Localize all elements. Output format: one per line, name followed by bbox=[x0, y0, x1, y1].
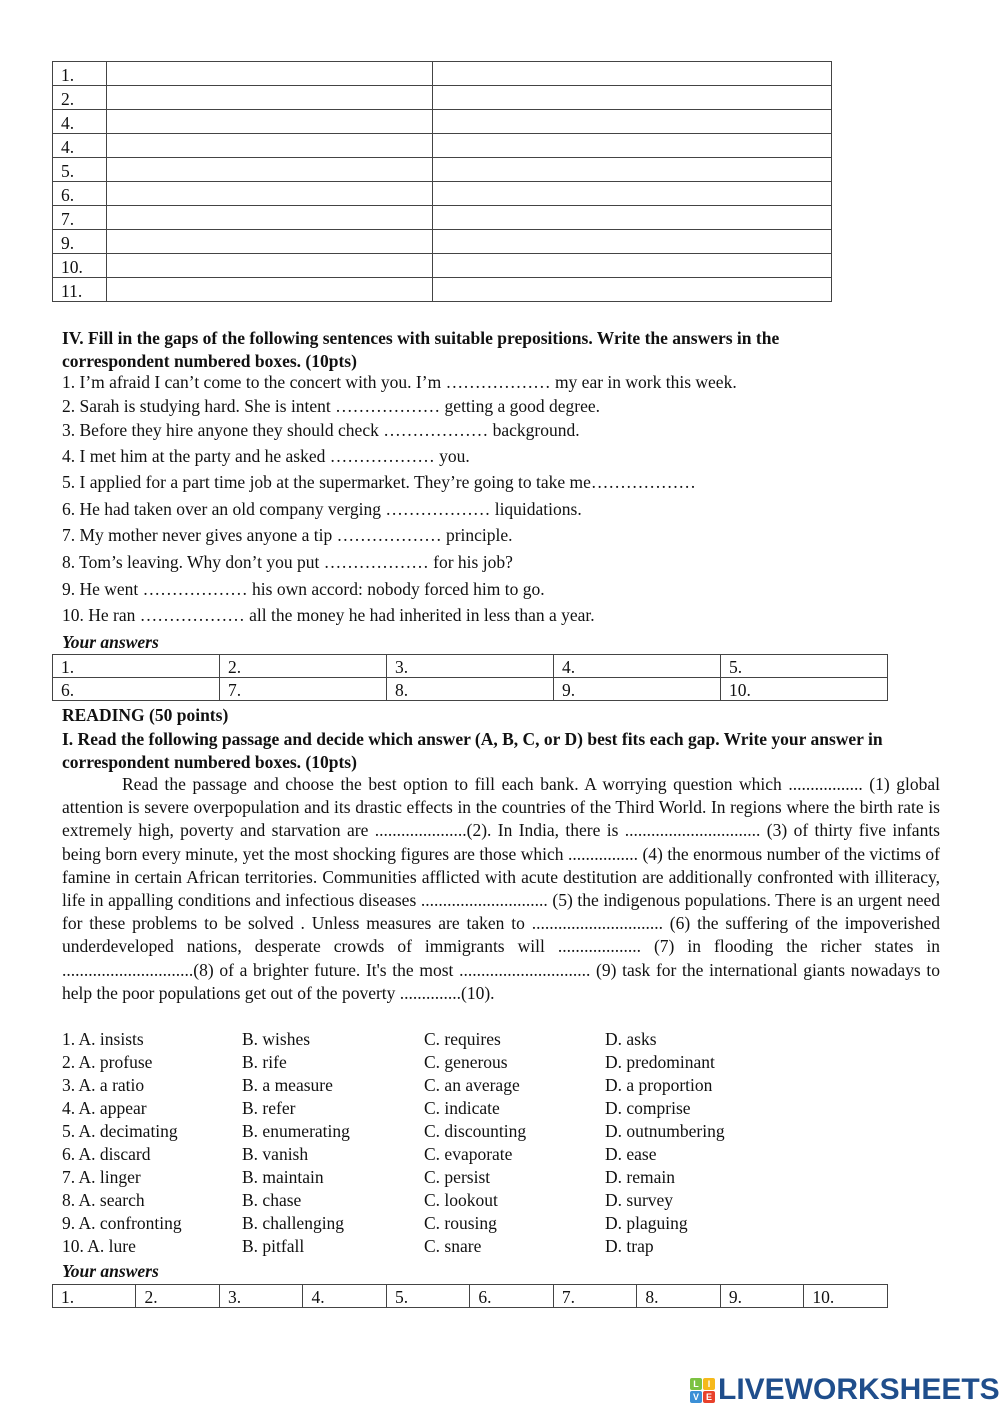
sentence-2: 2. Sarah is studying hard. She is intent ……………… getting a good degree. bbox=[62, 396, 601, 416]
answer-cell[interactable] bbox=[107, 158, 433, 182]
answer-box[interactable]: 6. bbox=[53, 678, 220, 701]
sentence-9: 9. He went ……………… his own accord: nobody forced him to go. bbox=[62, 579, 545, 599]
answer-box[interactable]: 7. bbox=[553, 1285, 636, 1308]
option-d: D. trap bbox=[605, 1236, 654, 1256]
option-b: B. vanish bbox=[242, 1144, 309, 1164]
table-row bbox=[53, 182, 832, 206]
option-d: D. remain bbox=[605, 1167, 675, 1187]
answer-box[interactable]: 1. bbox=[53, 655, 220, 678]
answer-box[interactable]: 1. bbox=[53, 1285, 136, 1308]
option-c: C. evaporate bbox=[424, 1144, 513, 1164]
answer-cell[interactable] bbox=[433, 206, 832, 230]
logo-block-v: V bbox=[690, 1391, 702, 1403]
answer-box[interactable]: 9. bbox=[554, 678, 721, 701]
answer-box[interactable]: 4. bbox=[303, 1285, 386, 1308]
answer-box[interactable]: 10. bbox=[721, 678, 888, 701]
row-number: 10. bbox=[53, 254, 107, 278]
answer-cell[interactable] bbox=[107, 182, 433, 206]
sentence-3: 3. Before they hire anyone they should check ……………… background. bbox=[62, 420, 580, 440]
option-c: C. requires bbox=[424, 1029, 501, 1049]
reading-passage: Read the passage and choose the best option to fill each bank. A worrying question which ................. (1) global attention is severe overpopulation and its drastic effects in the countries of the Third World. In regions where the birth rate is extremely high, poverty and starvation are .....................(2). In India, there is ............................... (3) of thirty five infants being born every minute, yet the most shocking figures are those which ................ (4) the enormous number of the victims of famine in certain African territories. Communities afflicted with acute destitution are additionally confronted with illiteracy, life in appalling conditions and infectious diseases ............................. (5) the indigenous populations. There is an urgent need for these problems to be solved . Unless measures are taken to .............................. (6) the suffering of the impoverished underdeveloped nations, desperate crowds of immigrants will ................... (7) in flooding the richer states in ..............................(8) of a brighter future. It's the most .............................. (9) task for the international giants nowadays to help the poor populations get out of the poverty ..............(10). bbox=[62, 774, 940, 1003]
table-row bbox=[53, 62, 832, 86]
row-number: 7. bbox=[53, 206, 107, 230]
row-number: 6. bbox=[53, 182, 107, 206]
table-row bbox=[53, 655, 888, 678]
answer-cell[interactable] bbox=[433, 158, 832, 182]
answer-box[interactable]: 8. bbox=[637, 1285, 720, 1308]
option-a: 5. A. decimating bbox=[62, 1121, 178, 1141]
section-4-answer-table bbox=[52, 654, 888, 701]
section-4-heading bbox=[62, 327, 942, 373]
table-row bbox=[53, 206, 832, 230]
option-b: B. wishes bbox=[242, 1029, 311, 1049]
sentence-6: 6. He had taken over an old company verging ……………… liquidations. bbox=[62, 499, 582, 519]
option-row-7 bbox=[62, 1167, 762, 1190]
answer-box[interactable]: 8. bbox=[387, 678, 554, 701]
reading-answer-table bbox=[52, 1284, 888, 1308]
answer-cell[interactable] bbox=[433, 110, 832, 134]
table-row bbox=[53, 678, 888, 701]
answer-cell[interactable] bbox=[107, 62, 433, 86]
option-d: D. survey bbox=[605, 1190, 674, 1210]
answer-table-previous-section bbox=[52, 61, 832, 302]
table-row bbox=[53, 278, 832, 302]
answer-cell[interactable] bbox=[433, 62, 832, 86]
answer-cell[interactable] bbox=[107, 110, 433, 134]
option-b: B. a measure bbox=[242, 1075, 333, 1095]
option-a: 8. A. search bbox=[62, 1190, 145, 1210]
answer-cell[interactable] bbox=[107, 254, 433, 278]
option-row-5 bbox=[62, 1121, 762, 1144]
table-row bbox=[53, 254, 832, 278]
option-c: C. an average bbox=[424, 1075, 520, 1095]
option-c: C. discounting bbox=[424, 1121, 527, 1141]
option-d: D. asks bbox=[605, 1029, 657, 1049]
option-a: 3. A. a ratio bbox=[62, 1075, 145, 1095]
option-b: B. maintain bbox=[242, 1167, 324, 1187]
row-number: 1. bbox=[53, 62, 107, 86]
sentence-10: 10. He ran ……………… all the money he had inherited in less than a year. bbox=[62, 605, 595, 625]
option-a: 9. A. confronting bbox=[62, 1213, 182, 1233]
option-a: 1. A. insists bbox=[62, 1029, 144, 1049]
option-a: 10. A. lure bbox=[62, 1236, 136, 1256]
answer-cell[interactable] bbox=[433, 278, 832, 302]
section-4-heading-line2: correspondent numbered boxes. (10pts) bbox=[62, 351, 357, 371]
table-row bbox=[53, 86, 832, 110]
option-d: D. a proportion bbox=[605, 1075, 713, 1095]
answer-cell[interactable] bbox=[107, 206, 433, 230]
answer-cell[interactable] bbox=[107, 86, 433, 110]
answer-box[interactable]: 5. bbox=[386, 1285, 469, 1308]
answer-cell[interactable] bbox=[433, 134, 832, 158]
option-b: B. pitfall bbox=[242, 1236, 305, 1256]
answer-cell[interactable] bbox=[433, 254, 832, 278]
table-row bbox=[53, 1285, 888, 1308]
option-a: 2. A. profuse bbox=[62, 1052, 153, 1072]
option-a: 6. A. discard bbox=[62, 1144, 151, 1164]
table-row bbox=[53, 134, 832, 158]
table-row bbox=[53, 110, 832, 134]
option-d: D. comprise bbox=[605, 1098, 691, 1118]
row-number: 4. bbox=[53, 110, 107, 134]
sentence-1: 1. I’m afraid I can’t come to the concert with you. I’m ……………… my ear in work this week. bbox=[62, 372, 737, 392]
logo-block-i: I bbox=[703, 1378, 715, 1390]
row-number: 2. bbox=[53, 86, 107, 110]
option-row-9 bbox=[62, 1213, 762, 1236]
row-number: 4. bbox=[53, 134, 107, 158]
option-c: C. snare bbox=[424, 1236, 482, 1256]
answer-box[interactable]: 2. bbox=[220, 655, 387, 678]
answer-cell[interactable] bbox=[433, 86, 832, 110]
your-answers-label: Your answers bbox=[62, 1261, 159, 1281]
option-row-1 bbox=[62, 1029, 762, 1052]
option-c: C. lookout bbox=[424, 1190, 498, 1210]
answer-box[interactable]: 7. bbox=[220, 678, 387, 701]
liveworksheets-logo bbox=[690, 1373, 1000, 1406]
answer-box[interactable]: 4. bbox=[554, 655, 721, 678]
option-b: B. chase bbox=[242, 1190, 302, 1210]
option-b: B. rife bbox=[242, 1052, 287, 1072]
option-row-10 bbox=[62, 1236, 762, 1259]
live-blocks-icon bbox=[690, 1378, 715, 1403]
option-a: 7. A. linger bbox=[62, 1167, 141, 1187]
option-b: B. enumerating bbox=[242, 1121, 350, 1141]
option-row-8 bbox=[62, 1190, 762, 1213]
answer-box[interactable]: 5. bbox=[721, 655, 888, 678]
sentence-5: 5. I applied for a part time job at the supermarket. They’re going to take me……………… bbox=[62, 472, 696, 492]
row-number: 9. bbox=[53, 230, 107, 254]
answer-box[interactable]: 10. bbox=[804, 1285, 888, 1308]
logo-block-l: L bbox=[690, 1378, 702, 1390]
option-row-4 bbox=[62, 1098, 762, 1121]
option-d: D. plaguing bbox=[605, 1213, 688, 1233]
table-row bbox=[53, 230, 832, 254]
answer-box[interactable]: 9. bbox=[720, 1285, 803, 1308]
table-row bbox=[53, 158, 832, 182]
option-row-3 bbox=[62, 1075, 762, 1098]
your-answers-label: Your answers bbox=[62, 632, 159, 652]
reading-instructions: I. Read the following passage and decide which answer (A, B, C, or D) best fits each gap. Write your answer in correspondent numbered boxes. (10pts) bbox=[62, 729, 883, 772]
option-a: 4. A. appear bbox=[62, 1098, 147, 1118]
option-c: C. rousing bbox=[424, 1213, 497, 1233]
logo-text: LIVEWORKSHEETS bbox=[718, 1373, 1000, 1406]
reading-heading: READING (50 points) bbox=[62, 705, 229, 725]
answer-cell[interactable] bbox=[107, 134, 433, 158]
answer-box[interactable]: 2. bbox=[136, 1285, 219, 1308]
option-c: C. persist bbox=[424, 1167, 491, 1187]
option-c: C. indicate bbox=[424, 1098, 500, 1118]
option-b: B. challenging bbox=[242, 1213, 345, 1233]
option-d: D. ease bbox=[605, 1144, 657, 1164]
option-d: D. predominant bbox=[605, 1052, 715, 1072]
answer-box[interactable]: 3. bbox=[219, 1285, 302, 1308]
sentence-8: 8. Tom’s leaving. Why don’t you put ……………… for his job? bbox=[62, 552, 513, 572]
row-number: 5. bbox=[53, 158, 107, 182]
answer-cell[interactable] bbox=[433, 230, 832, 254]
answer-cell[interactable] bbox=[107, 230, 433, 254]
logo-block-e: E bbox=[703, 1391, 715, 1403]
option-b: B. refer bbox=[242, 1098, 296, 1118]
option-row-2 bbox=[62, 1052, 762, 1075]
answer-box[interactable]: 6. bbox=[470, 1285, 553, 1308]
sentence-4: 4. I met him at the party and he asked ……………… you. bbox=[62, 446, 470, 466]
answer-box[interactable]: 3. bbox=[387, 655, 554, 678]
option-c: C. generous bbox=[424, 1052, 508, 1072]
section-4-heading-line1: IV. Fill in the gaps of the following sentences with suitable prepositions. Write the answers in the bbox=[62, 328, 780, 348]
option-d: D. outnumbering bbox=[605, 1121, 725, 1141]
answer-cell[interactable] bbox=[433, 182, 832, 206]
option-row-6 bbox=[62, 1144, 762, 1167]
sentence-7: 7. My mother never gives anyone a tip ……………… principle. bbox=[62, 525, 513, 545]
answer-cell[interactable] bbox=[107, 278, 433, 302]
row-number: 11. bbox=[53, 278, 107, 302]
